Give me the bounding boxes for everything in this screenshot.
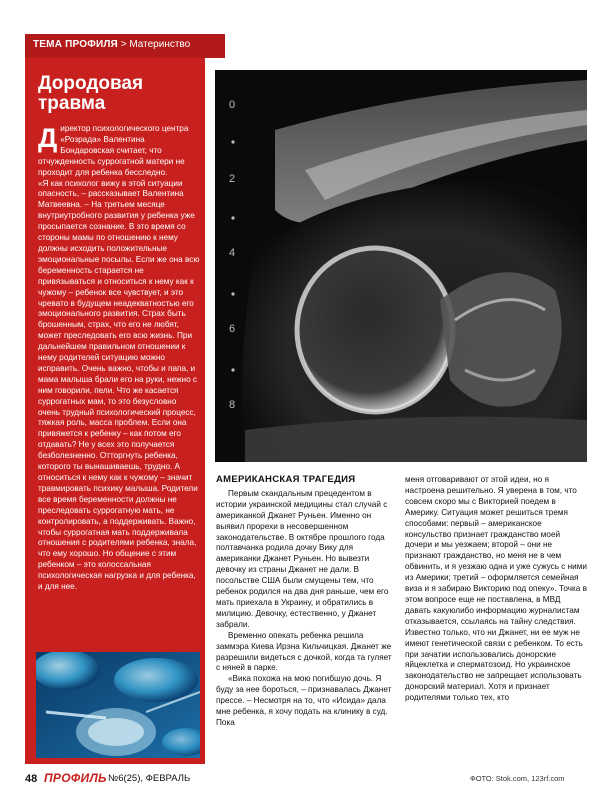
- title-line-2: травма: [38, 93, 106, 114]
- depth-marker-4: 4: [229, 247, 236, 259]
- sidebar-text: [38, 124, 200, 593]
- article-column-right: [405, 475, 587, 704]
- paragraph: меня отговаривают от этой идеи, но я настроена решительно. Я уверена в том, что совсем скоро мы с Викторией поедем в Америку. Ситуация может решиться тремя способами: первый – американское консульство признает гражданство моей дочери и мы уезжаем; второй – они не признают гражданство, но меня не в чем обвинить, и я уезжаю одна и уже сужусь с ними из Америки; третий – оформляется семейная виза и я забираю Викторию под опеку». Точка в этом вопросе еще не поставлена, в МВД давать какуюлибо информацию журналистам отказывается, ссылаясь на тайну следствия. Известно только, что ни Джанет, ни ее муж не имеют генетической связи с ребенком. То есть при зачатии использовались донорские яйцеклетка и сперматозоид. Но украинское законодательство не запрещает использовать донорский материал. Хотя и признает родителями только тех, кто: [405, 475, 587, 703]
- issue-label: №6(25), ФЕВРАЛЬ: [108, 773, 191, 784]
- photo-credit: ФОТО: Stok.com, 123rf.com: [470, 774, 565, 783]
- section-rubric: Материнство: [129, 39, 191, 50]
- section-label: [33, 39, 190, 50]
- lead-quote: «Я как психолог вижу в этой ситуации опасность, – рассказывает Валентина Матвеевна. – На третьем месяце внутриутробного развития у ребенка уже просыпается сознание. В это время со стороны мамы по отношению к нему должны исходить положительные эмоциональные посылы. Если же она всю беременность старается не привязываться и относиться к нему как к чужому – ребенок все чувствует, и это чревато в будущем неадекватностью его эмоционального развития. Страх быть брошенным, страх, что его не любят, может преследовать его всю жизнь. При дальнейшем правильном отношении к нему родителей ситуацию можно исправить. Очень важно, чтобы и папа, и мама малыша брали его на руки, нежно с ним говорили, пели. Что же касается суррогатных мам, то это безусловно очень трудный психологический процесс, тяжкая роль, масса проблем. Если она привяжется к ребенку – как потом его отдавать? Не у всех это получается безболезненно. Отторгнуть ребенка, которого ты вынашиваешь, трудно. А относиться к нему как к чужому – значит травмировать психику малыша. Родители все время беременности должны не преследовать суррогатную мать, не контролировать, а поддерживать. Важно, чтобы суррогатная мать поддерживала отношения с родителями ребенка, знала, что ему хорошо. Но общение с этим ребенком – это колоссальная психологическая нагрузка и для ребенка, и для нее.: [38, 178, 200, 592]
- depth-marker-8: 8: [229, 399, 236, 411]
- lab-image: [36, 652, 200, 758]
- article-column-middle: [216, 475, 396, 729]
- depth-marker-2: 2: [229, 173, 236, 185]
- lab-graphic: [36, 652, 200, 758]
- article-title: [38, 74, 198, 114]
- lead-intro: иректор психологического центра «Розрада» Валентина Бондаровская считает, что отчужденность суррогатной матери не проходит для ребенка бесследно.: [38, 124, 189, 177]
- section-arrow: >: [120, 39, 127, 50]
- magazine-logo: ПРОФИЛЬ: [44, 771, 107, 785]
- subheading: АМЕРИКАНСКАЯ ТРАГЕДИЯ: [216, 474, 356, 485]
- drop-cap: Д: [38, 123, 58, 153]
- ultrasound-graphic: [215, 70, 587, 462]
- section-title: ТЕМА ПРОФИЛЯ: [33, 39, 118, 50]
- depth-marker-0: 0: [229, 99, 236, 111]
- page-number: 48: [25, 773, 38, 785]
- ultrasound-image: [215, 70, 587, 462]
- paragraph: Временно опекать ребенка решила заммэра Киева Ирэна Кильчицкая. Джанет же разрешили видеться с дочкой, когда та гуляет с няней в парке.: [216, 630, 392, 673]
- paragraph: Первым скандальным прецедентом в истории украинской медицины стал случай с американкой Джанет Руньен. Именно он выявил прорехи в несовершенном законодательстве. В октябре прошлого года полтавчанка родила дочку Вику для американки Джанет Руньен. Но вывезти девочку из страны Джанет не дали. В посольстве США были смущены тем, что ребенок родился на два дня раньше, чем его мать приехала в Украину, и обратились в милицию. Девочку, естественно, у Джанет забрали.: [216, 488, 389, 629]
- depth-marker-6: 6: [229, 323, 236, 335]
- title-line-1: Дородовая: [38, 73, 144, 94]
- page-footer: [0, 768, 600, 788]
- section-header: [25, 34, 225, 58]
- paragraph: «Вика похожа на мою погибшую дочь. Я буду за нее бороться, – признавалась Джанет прессе. – Несмотря на то, что «Исида» дала мне ребенка, я хочу подать на клинику в суд. Пока: [216, 674, 392, 727]
